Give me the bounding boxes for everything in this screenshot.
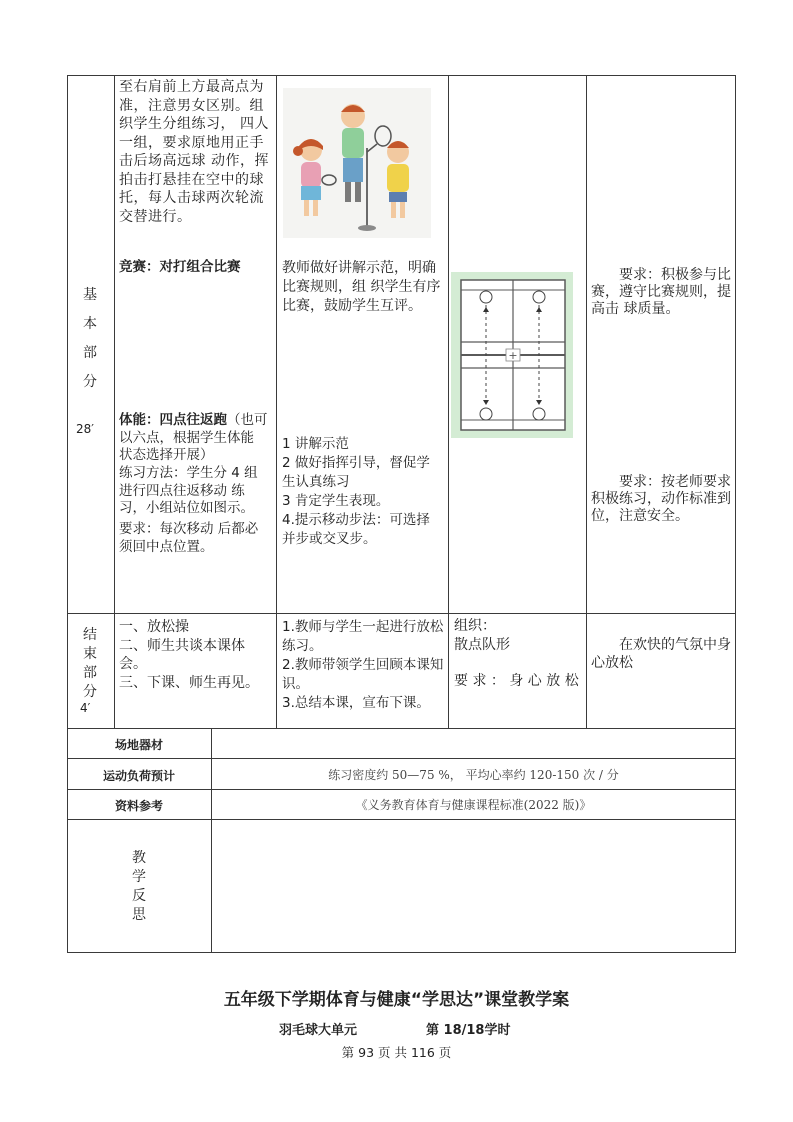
student-competition: 要求：积极参与比赛，遵守比赛规则，提高击 球质量。 <box>591 267 731 317</box>
teacher-fitness: 1 讲解示范 2 做好指挥引导，督促学生认真练习 3 肯定学生表现。 4.提示移动步法：可选择并步或交叉步。 <box>282 436 430 547</box>
basic-intro-text: 至右肩前上方最高点为 准，注意男女区别。组织学生分组练习， 四人一组，要求原地用正手击后场高远球 动作，挥拍击打悬挂在空中的球托，每人击球两次轮流交替进行。 <box>119 79 269 225</box>
student-fitness: 要求：按老师要求积极练习，动作标准到位，注意安全。 <box>591 474 731 524</box>
reflection-char: 反 <box>132 888 146 904</box>
reflection-char: 教 <box>132 850 146 866</box>
basic-label-char: 本 <box>83 316 97 332</box>
end-label-char: 分 <box>83 684 97 700</box>
end-label-char: 结 <box>83 627 97 643</box>
end-teacher: 1.教师与学生一起进行放松练习。 2.教师带领学生回顾本课知识。 3.总结本课，宣布下课。 <box>282 619 444 711</box>
equipment-label: 场地器材 <box>114 738 163 752</box>
reflection-char: 思 <box>132 907 146 923</box>
basic-time: 28′ <box>76 422 94 436</box>
fitness-requirement: 要求：每次移动 后都必须回中点位置。 <box>119 521 259 555</box>
end-content: 一、放松操 二、师生共谈本课体会。 三、下课、师生再见。 <box>119 619 259 691</box>
page-title: 五年级下学期体育与健康“学思达”课堂教学案 <box>223 990 570 1010</box>
end-organization-value: 散点队形 <box>454 637 510 653</box>
fitness-block <box>119 412 271 465</box>
end-student: 在欢快的气氛中身心放松 <box>591 637 731 671</box>
end-time: 4′ <box>80 701 91 715</box>
period-label: 第 18/18学时 <box>426 1023 511 1038</box>
end-label-char: 束 <box>83 646 97 662</box>
basic-label-char: 部 <box>83 345 97 361</box>
reference-label: 资料参考 <box>114 799 163 813</box>
basic-label-char: 基 <box>83 287 97 303</box>
reflection-char: 学 <box>132 869 146 885</box>
page-number: 第 93 页 共 116 页 <box>341 1045 452 1060</box>
teacher-competition: 教师做好讲解示范，明确比赛规则，组 织学生有序比赛，鼓励学生互评。 <box>282 260 441 314</box>
reference-value: 《义务教育体育与健康课程标准(2022 版)》 <box>355 798 592 812</box>
load-label: 运动负荷预计 <box>102 769 175 783</box>
badminton-illustration <box>283 88 431 238</box>
end-organization-req: 要 求 ： 身 心 放 松 <box>454 673 579 689</box>
end-organization-label: 组织： <box>454 618 496 634</box>
competition-title: 竞赛：对打组合比赛 <box>119 259 241 275</box>
svg-text:+: + <box>508 349 518 362</box>
court-diagram <box>451 272 573 438</box>
unit-name: 羽毛球大单元 <box>279 1023 358 1038</box>
basic-label-char: 分 <box>83 374 97 390</box>
fitness-note: （也可以六点，根据学生体能 状态选择开展） <box>119 412 268 463</box>
fitness-method: 练习方法：学生分 4 组进行四点往返移动 练习，小组站位如图示。 <box>119 465 258 516</box>
end-label-char: 部 <box>83 665 97 681</box>
load-value: 练习密度约 50—75 %， 平均心率约 120-150 次 / 分 <box>328 768 619 782</box>
fitness-title: 体能：四点往返跑 <box>119 412 227 428</box>
